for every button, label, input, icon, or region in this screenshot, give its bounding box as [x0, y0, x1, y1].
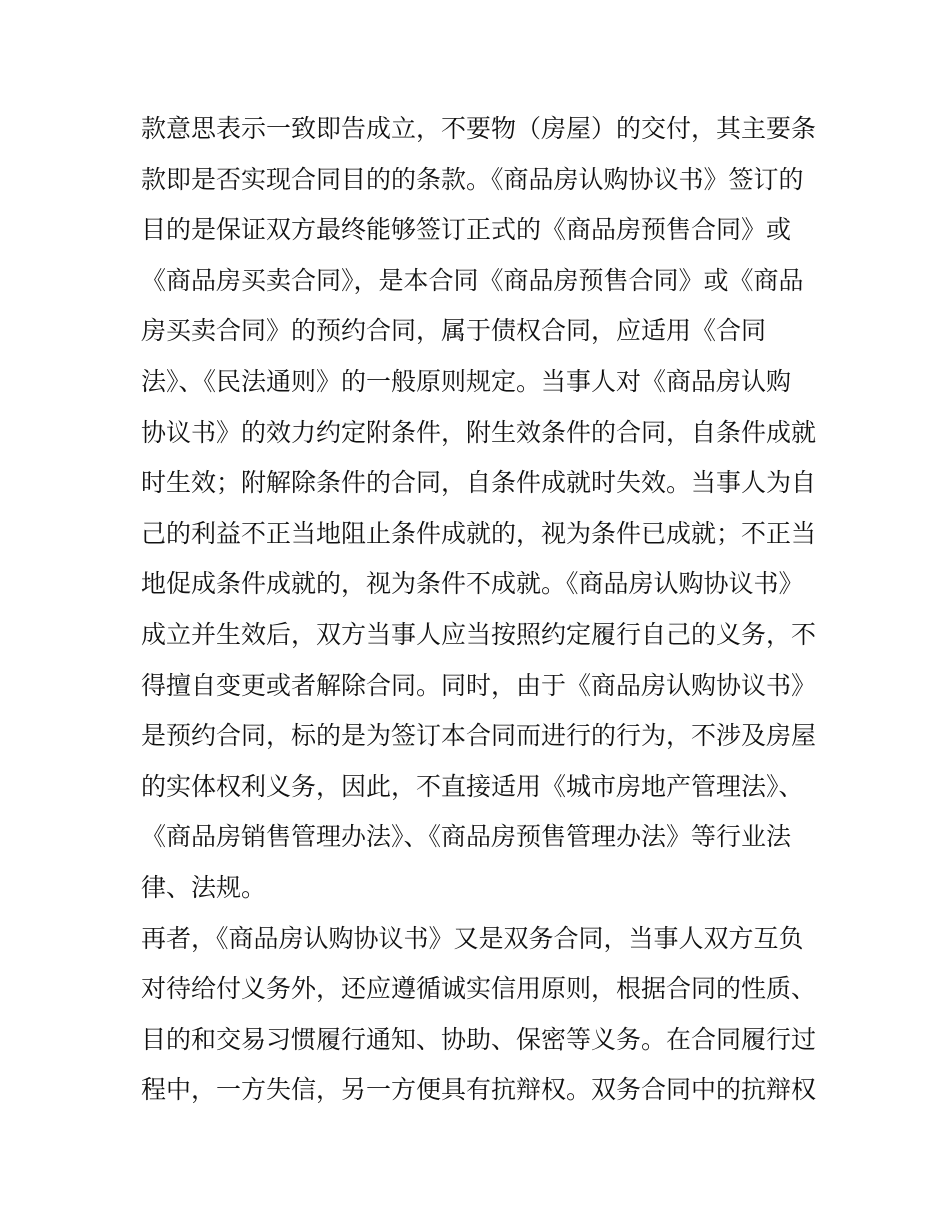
- text-line: 得擅自变更或者解除合同。同时，由于《商品房认购协议书》: [141, 670, 817, 700]
- text-line: 的实体权利义务，因此，不直接适用《城市房地产管理法》、: [141, 771, 804, 801]
- text-line: 目的和交易习惯履行通知、协助、保密等义务。在合同履行过: [141, 1024, 817, 1054]
- text-line: 款即是否实现合同目的的条款。《商品房认购协议书》签订的: [141, 164, 804, 194]
- text-line: 对待给付义务外，还应遵循诚实信用原则，根据合同的性质、: [141, 974, 817, 1004]
- text-line: 《商品房买卖合同》，是本合同《商品房预售合同》或《商品: [141, 265, 804, 295]
- text-line: 律、法规。: [141, 872, 267, 902]
- text-line: 时生效；附解除条件的合同，自条件成就时失效。当事人为自: [141, 468, 817, 498]
- text-line: 己的利益不正当地阻止条件成就的，视为条件已成就；不正当: [141, 518, 817, 548]
- text-line: 目的是保证双方最终能够签订正式的《商品房预售合同》或: [141, 215, 792, 245]
- text-line: 房买卖合同》的预约合同，属于债权合同，应适用《合同: [141, 316, 767, 346]
- text-line: 《商品房销售管理办法》、《商品房预售管理办法》等行业法: [141, 822, 792, 852]
- text-line: 再者，《商品房认购协议书》又是双务合同，当事人双方互负: [141, 923, 804, 953]
- text-line: 是预约合同，标的是为签订本合同而进行的行为，不涉及房屋: [141, 721, 817, 751]
- text-line: 款意思表示一致即告成立，不要物（房屋）的交付，其主要条: [141, 114, 817, 143]
- text-line: 成立并生效后，双方当事人应当按照约定履行自己的义务，不: [141, 619, 817, 649]
- text-line: 法》、《民法通则》的一般原则规定。当事人对《商品房认购: [141, 366, 792, 396]
- text-line: 协议书》的效力约定附条件，附生效条件的合同，自条件成就: [141, 417, 817, 447]
- text-line: 地促成条件成就的，视为条件不成就。《商品房认购协议书》: [141, 569, 804, 599]
- body-text: [141, 104, 821, 1116]
- text-line: 程中，一方失信，另一方便具有抗辩权。双务合同中的抗辩权: [141, 1075, 817, 1105]
